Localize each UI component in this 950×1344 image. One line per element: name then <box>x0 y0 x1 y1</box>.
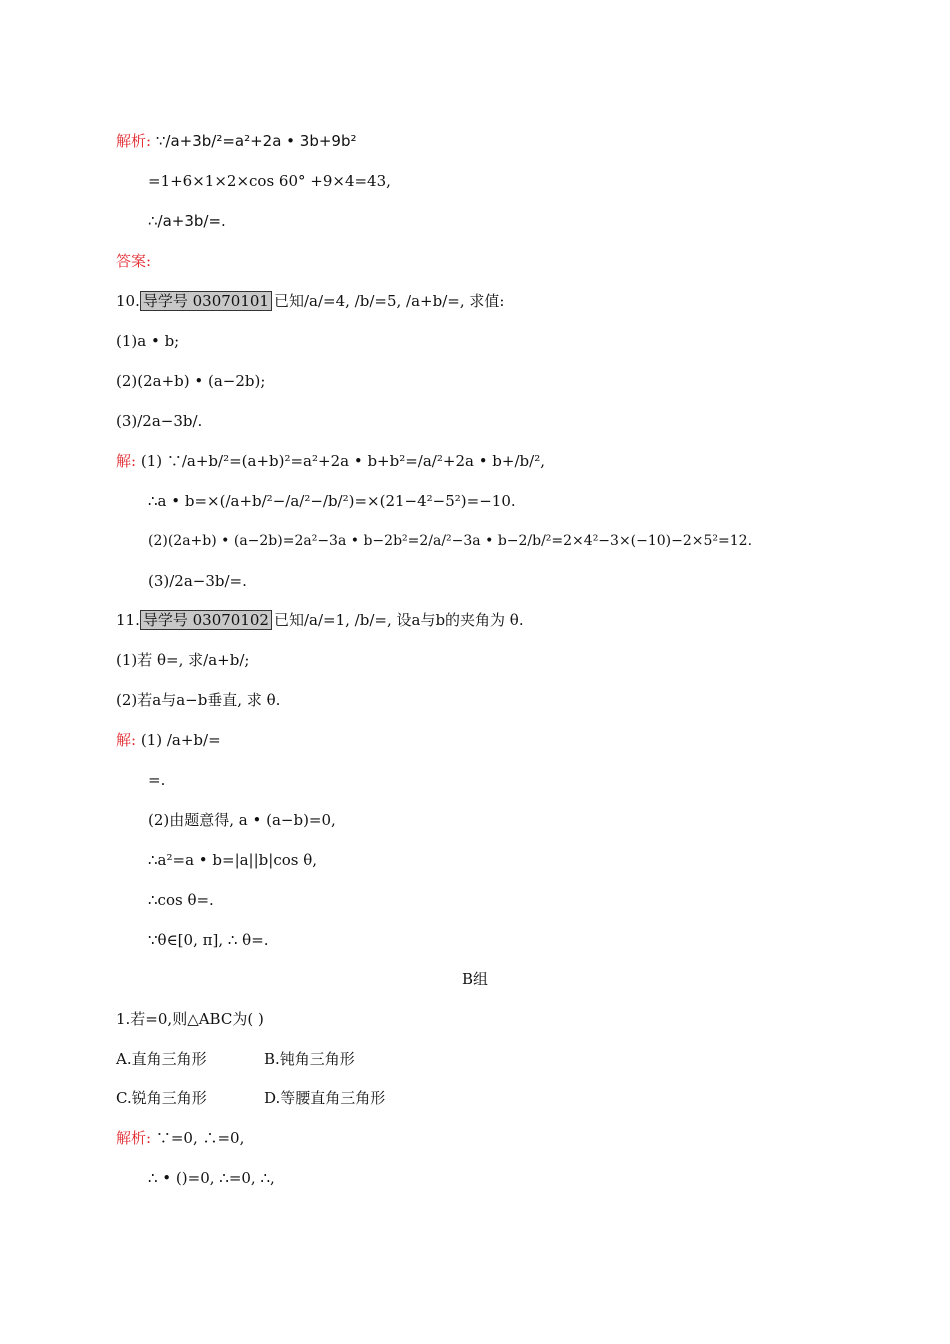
guide-number-link[interactable]: 导学号 03070101 <box>140 291 272 311</box>
question-10-part-1: (1)a • b; <box>116 332 180 350</box>
solution-text: (1) ∵/a+b/²=(a+b)²=a²+2a • b+b²=/a/²+2a • b+/b/², <box>140 452 545 470</box>
analysis-b1-line-2: ∴ • ()=0, ∴=0, ∴, <box>148 1169 275 1187</box>
analysis-line-3: ∴/a+3b/=. <box>148 212 226 230</box>
section-title: B组 <box>461 970 489 988</box>
question-10-part-3: (3)/2a−3b/. <box>116 412 203 430</box>
solution-10-line-1 <box>116 451 545 471</box>
answer-label: 答案: <box>116 252 152 270</box>
question-b1-stem: 1.若=0,则△ABC为( ) <box>116 1010 264 1028</box>
question-11-stem <box>116 610 524 630</box>
question-text: 已知/a/=4, /b/=5, /a+b/=, 求值: <box>273 292 505 310</box>
solution-11-line-2: =. <box>148 771 166 789</box>
question-10-part-2: (2)(2a+b) • (a−2b); <box>116 372 266 390</box>
solution-10-line-4: (3)/2a−3b/=. <box>148 572 247 590</box>
solution-11-line-1 <box>116 730 221 750</box>
analysis-label: 解析: <box>116 1129 152 1147</box>
analysis-text: ∵=0, ∴=0, <box>155 1129 245 1147</box>
analysis-text: ∵/a+3b/²=a²+2a • 3b+9b² <box>155 132 357 150</box>
option-c: C.锐角三角形 <box>116 1089 207 1107</box>
solution-11-line-3: (2)由题意得, a • (a−b)=0, <box>148 811 336 829</box>
solution-11-line-6: ∵θ∈[0, π], ∴ θ=. <box>148 931 269 949</box>
question-11-part-1: (1)若 θ=, 求/a+b/; <box>116 651 250 669</box>
option-b: B.钝角三角形 <box>264 1050 355 1068</box>
solution-text: (1) /a+b/= <box>140 731 221 749</box>
analysis-label: 解析: <box>116 132 152 150</box>
solution-10-line-2: ∴a • b=×(/a+b/²−/a/²−/b/²)=×(21−4²−5²)=−10. <box>148 492 516 510</box>
question-11-part-2: (2)若a与a−b垂直, 求 θ. <box>116 691 281 709</box>
option-d: D.等腰直角三角形 <box>264 1089 386 1107</box>
analysis-b1-line-1 <box>116 1128 244 1148</box>
option-a: A.直角三角形 <box>116 1050 207 1068</box>
analysis-line-1 <box>116 131 357 151</box>
question-text: 已知/a/=1, /b/=, 设a与b的夹角为 θ. <box>273 611 524 629</box>
solution-11-line-5: ∴cos θ=. <box>148 891 214 909</box>
solution-10-line-3: (2)(2a+b) • (a−2b)=2a²−3a • b−2b²=2/a/²−3a • b−2/b/²=2×4²−3×(−10)−2×5²=12. <box>148 533 753 549</box>
question-number: 11. <box>116 611 140 629</box>
solution-11-line-4: ∴a²=a • b=|a||b|cos θ, <box>148 851 318 869</box>
analysis-line-2: =1+6×1×2×cos 60° +9×4=43, <box>148 172 391 190</box>
guide-number-link[interactable]: 导学号 03070102 <box>140 610 272 630</box>
question-10-stem <box>116 291 504 311</box>
question-number: 10. <box>116 292 140 310</box>
solution-label: 解: <box>116 452 137 470</box>
solution-label: 解: <box>116 731 137 749</box>
